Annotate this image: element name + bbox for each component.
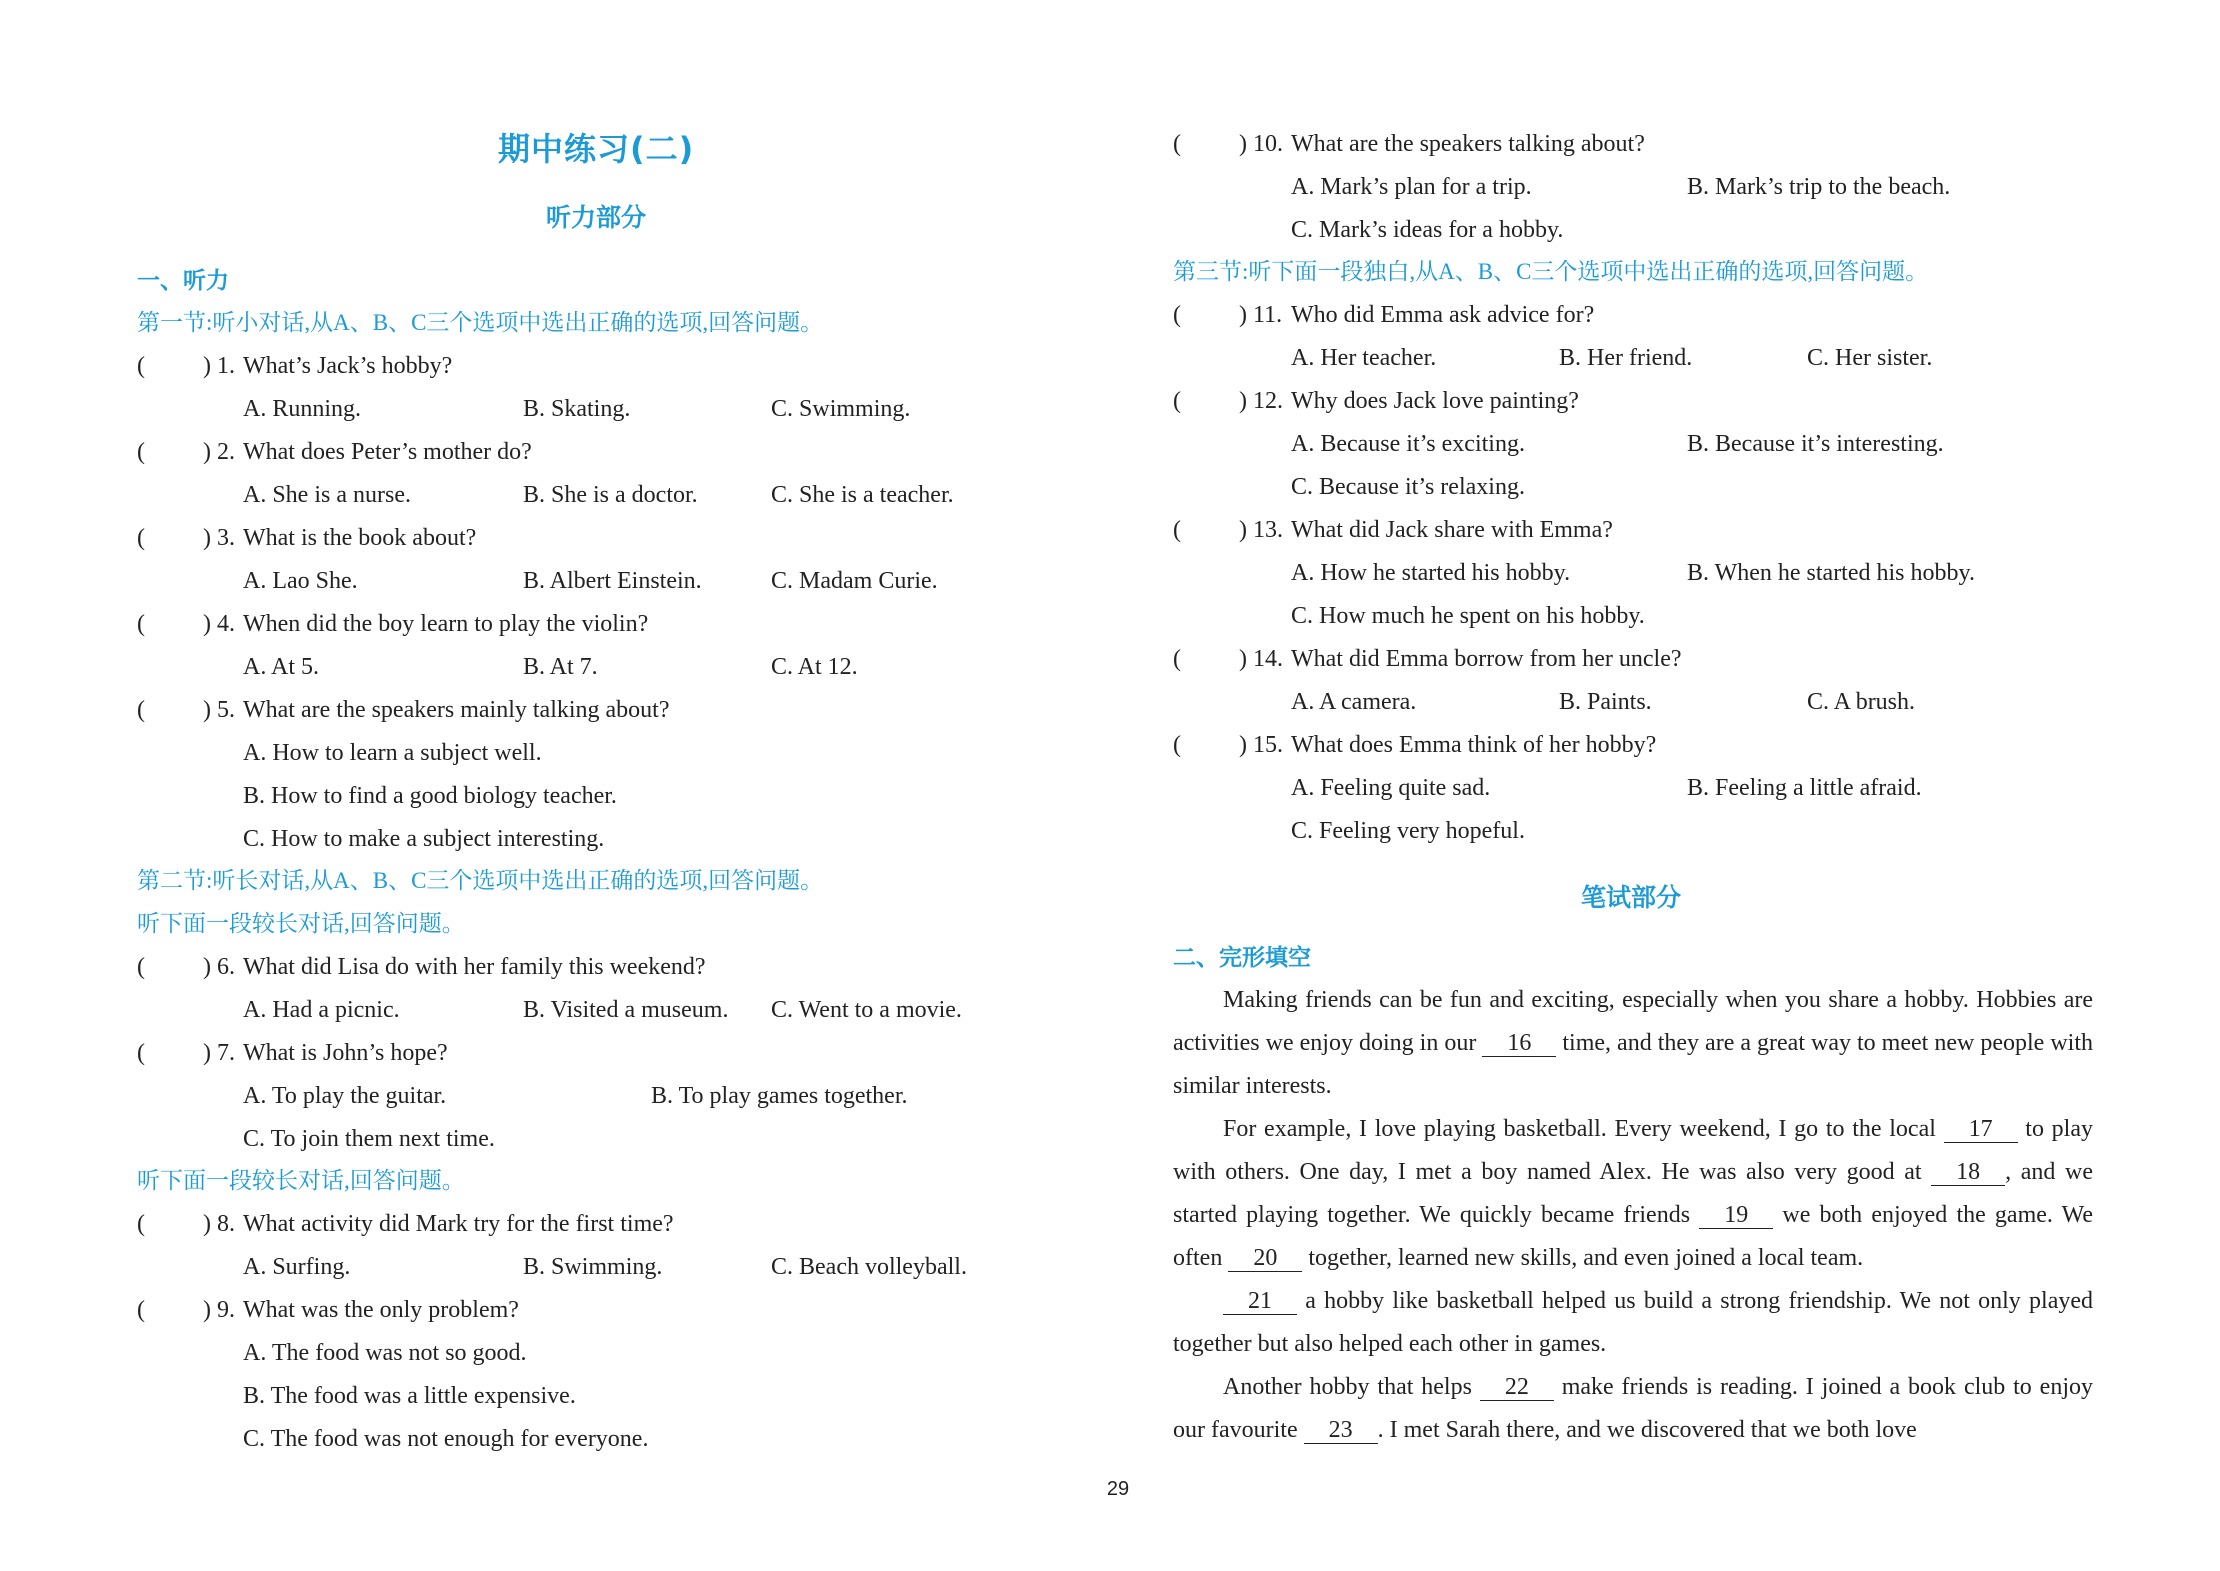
- cloze-text: we both enjoyed the game. We often: [1173, 1202, 2093, 1271]
- answer-paren-open: (: [137, 954, 145, 980]
- part-1-instruction: 第一节:听小对话,从A、B、C三个选项中选出正确的选项,回答问题。: [137, 310, 824, 335]
- cloze-text: . I met Sarah there, and we discovered that we both love: [1377, 1417, 1917, 1443]
- answer-paren-close: ): [1239, 517, 1247, 543]
- option-a: A. Feeling quite sad.: [1291, 775, 1491, 801]
- option-a: A. To play the guitar.: [243, 1083, 447, 1109]
- page-title: 期中练习(二): [498, 130, 695, 168]
- question-9-num: 9.: [217, 1297, 235, 1323]
- answer-paren-open: (: [1173, 302, 1181, 328]
- answer-paren-open: (: [137, 1211, 145, 1237]
- option-b: B. Swimming.: [523, 1254, 663, 1280]
- cloze-blank-21[interactable]: 21: [1223, 1288, 1297, 1315]
- option-a: A. She is a nurse.: [243, 482, 411, 508]
- cloze-blank-17[interactable]: 17: [1944, 1116, 2018, 1143]
- option-c: C. How much he spent on his hobby.: [1291, 603, 1645, 629]
- option-b: B. Skating.: [523, 396, 631, 422]
- option-c: C. Swimming.: [771, 396, 911, 422]
- option-c: C. Madam Curie.: [771, 568, 938, 594]
- question-8-num: 8.: [217, 1211, 235, 1237]
- option-c: C. Her sister.: [1807, 345, 1933, 371]
- option-b: B. The food was a little expensive.: [243, 1383, 576, 1409]
- cloze-text: , and we started playing together. We quickly became friends: [1173, 1159, 2094, 1228]
- option-c: C. Went to a movie.: [771, 997, 962, 1023]
- question-4-num: 4.: [217, 611, 235, 637]
- option-c: C. Because it’s relaxing.: [1291, 474, 1525, 500]
- cloze-text: to play with others. One day, I met a boy named Alex. He was also very good at: [1173, 1116, 2093, 1185]
- question-9-text: What was the only problem?: [243, 1297, 519, 1323]
- option-b: B. Because it’s interesting.: [1687, 431, 1944, 457]
- option-c: C. A brush.: [1807, 689, 1916, 715]
- question-1-text: What’s Jack’s hobby?: [243, 353, 453, 379]
- part-2-instruction: 第二节:听长对话,从A、B、C三个选项中选出正确的选项,回答问题。: [137, 868, 824, 893]
- question-1-num: 1.: [217, 353, 235, 379]
- part-2-sub-instruction-2: 听下面一段较长对话,回答问题。: [137, 1168, 465, 1193]
- question-15-text: What does Emma think of her hobby?: [1291, 732, 1657, 758]
- cloze-blank-18[interactable]: 18: [1931, 1159, 2005, 1186]
- answer-paren-open: (: [1173, 131, 1181, 157]
- option-b: B. Albert Einstein.: [523, 568, 702, 594]
- cloze-text: For example, I love playing basketball. Every weekend, I go to the local: [1223, 1116, 1944, 1142]
- cloze-text: Another hobby that helps: [1223, 1374, 1480, 1400]
- answer-paren-open: (: [137, 697, 145, 723]
- answer-paren-open: (: [137, 1297, 145, 1323]
- answer-paren-open: (: [137, 439, 145, 465]
- answer-paren-open: (: [137, 611, 145, 637]
- option-c: C. Mark’s ideas for a hobby.: [1291, 217, 1564, 243]
- question-6-num: 6.: [217, 954, 235, 980]
- option-a: A. The food was not so good.: [243, 1340, 527, 1366]
- page-number: 29: [1106, 1478, 1130, 1500]
- answer-paren-close: ): [203, 954, 211, 980]
- option-c: C. Feeling very hopeful.: [1291, 818, 1525, 844]
- option-a: A. How he started his hobby.: [1291, 560, 1571, 586]
- option-c: C. How to make a subject interesting.: [243, 826, 605, 852]
- cloze-blank-23[interactable]: 23: [1304, 1417, 1378, 1444]
- cloze-passage: [1173, 979, 2093, 1452]
- question-2-text: What does Peter’s mother do?: [243, 439, 532, 465]
- cloze-blank-20[interactable]: 20: [1228, 1245, 1302, 1272]
- question-3-text: What is the book about?: [243, 525, 477, 551]
- answer-paren-close: ): [203, 439, 211, 465]
- answer-paren-close: ): [203, 525, 211, 551]
- answer-paren-open: (: [1173, 388, 1181, 414]
- option-a: A. Her teacher.: [1291, 345, 1437, 371]
- option-b: B. Mark’s trip to the beach.: [1687, 174, 1951, 200]
- option-c: C. The food was not enough for everyone.: [243, 1426, 649, 1452]
- cloze-text: Making friends can be fun and exciting, especially when you share a hobby. Hobbies are activities we enjoy doing in our: [1173, 987, 2093, 1056]
- option-b: B. To play games together.: [651, 1083, 908, 1109]
- question-12-num: 12.: [1253, 388, 1283, 414]
- question-13-text: What did Jack share with Emma?: [1291, 517, 1613, 543]
- question-12-text: Why does Jack love painting?: [1291, 388, 1579, 414]
- answer-paren-close: ): [203, 611, 211, 637]
- answer-paren-open: (: [1173, 732, 1181, 758]
- section-1-title: 一、听力: [137, 268, 229, 294]
- option-a: A. Surfing.: [243, 1254, 351, 1280]
- question-11-text: Who did Emma ask advice for?: [1291, 302, 1595, 328]
- answer-paren-open: (: [137, 525, 145, 551]
- question-3-num: 3.: [217, 525, 235, 551]
- answer-paren-close: ): [1239, 646, 1247, 672]
- cloze-text: a hobby like basketball helped us build a strong friendship. We not only played together but also helped each other in games.: [1173, 1288, 2093, 1357]
- answer-paren-open: (: [1173, 517, 1181, 543]
- answer-paren-close: ): [203, 1297, 211, 1323]
- question-15-num: 15.: [1253, 732, 1283, 758]
- option-b: B. How to find a good biology teacher.: [243, 783, 617, 809]
- option-a: A. A camera.: [1291, 689, 1417, 715]
- answer-paren-close: ): [1239, 302, 1247, 328]
- answer-paren-open: (: [137, 1040, 145, 1066]
- option-b: B. Visited a museum.: [523, 997, 729, 1023]
- question-7-text: What is John’s hope?: [243, 1040, 448, 1066]
- listening-heading: 听力部分: [546, 203, 647, 232]
- question-5-num: 5.: [217, 697, 235, 723]
- option-a: A. Running.: [243, 396, 362, 422]
- cloze-blank-19[interactable]: 19: [1699, 1202, 1773, 1229]
- option-a: A. Because it’s exciting.: [1291, 431, 1525, 457]
- option-a: A. Had a picnic.: [243, 997, 400, 1023]
- part-3-instruction: 第三节:听下面一段独白,从A、B、C三个选项中选出正确的选项,回答问题。: [1173, 259, 1929, 284]
- question-10-text: What are the speakers talking about?: [1291, 131, 1645, 157]
- option-c: C. She is a teacher.: [771, 482, 954, 508]
- answer-paren-close: ): [203, 1211, 211, 1237]
- answer-paren-close: ): [203, 1040, 211, 1066]
- writing-heading: 笔试部分: [1581, 883, 1682, 912]
- option-c: C. To join them next time.: [243, 1126, 495, 1152]
- option-a: A. At 5.: [243, 654, 320, 680]
- cloze-paragraph-2: [1173, 1108, 2093, 1280]
- option-c: C. Beach volleyball.: [771, 1254, 967, 1280]
- cloze-paragraph-3: [1173, 1280, 2093, 1366]
- question-11-num: 11.: [1253, 302, 1283, 328]
- question-7-num: 7.: [217, 1040, 235, 1066]
- cloze-text: together, learned new skills, and even joined a local team.: [1302, 1245, 1864, 1271]
- question-8-text: What activity did Mark try for the first time?: [243, 1211, 674, 1237]
- answer-paren-close: ): [203, 353, 211, 379]
- section-2-title: 二、完形填空: [1173, 945, 1311, 971]
- option-b: B. Feeling a little afraid.: [1687, 775, 1922, 801]
- option-a: A. How to learn a subject well.: [243, 740, 542, 766]
- cloze-blank-22[interactable]: 22: [1480, 1374, 1554, 1401]
- option-b: B. When he started his hobby.: [1687, 560, 1975, 586]
- cloze-paragraph-4: [1173, 1366, 2093, 1452]
- cloze-text: time, and they are a great way to meet new people with similar interests.: [1173, 1030, 2093, 1099]
- answer-paren-close: ): [203, 697, 211, 723]
- answer-paren-close: ): [1239, 388, 1247, 414]
- option-b: B. At 7.: [523, 654, 598, 680]
- cloze-paragraph-1: [1173, 979, 2093, 1108]
- option-c: C. At 12.: [771, 654, 858, 680]
- part-2-sub-instruction-1: 听下面一段较长对话,回答问题。: [137, 911, 465, 936]
- question-6-text: What did Lisa do with her family this weekend?: [243, 954, 706, 980]
- question-5-text: What are the speakers mainly talking about?: [243, 697, 670, 723]
- answer-paren-close: ): [1239, 131, 1247, 157]
- question-2-num: 2.: [217, 439, 235, 465]
- option-a: A. Mark’s plan for a trip.: [1291, 174, 1532, 200]
- question-13-num: 13.: [1253, 517, 1283, 543]
- question-4-text: When did the boy learn to play the violin?: [243, 611, 649, 637]
- question-10-num: 10.: [1253, 131, 1283, 157]
- option-a: A. Lao She.: [243, 568, 358, 594]
- cloze-text: make friends is reading. I joined a book club to enjoy our favourite: [1173, 1374, 2094, 1443]
- question-14-num: 14.: [1253, 646, 1283, 672]
- question-14-text: What did Emma borrow from her uncle?: [1291, 646, 1682, 672]
- option-b: B. She is a doctor.: [523, 482, 698, 508]
- answer-paren-close: ): [1239, 732, 1247, 758]
- option-b: B. Paints.: [1559, 689, 1652, 715]
- cloze-blank-16[interactable]: 16: [1482, 1030, 1556, 1057]
- option-b: B. Her friend.: [1559, 345, 1693, 371]
- answer-paren-open: (: [1173, 646, 1181, 672]
- answer-paren-open: (: [137, 353, 145, 379]
